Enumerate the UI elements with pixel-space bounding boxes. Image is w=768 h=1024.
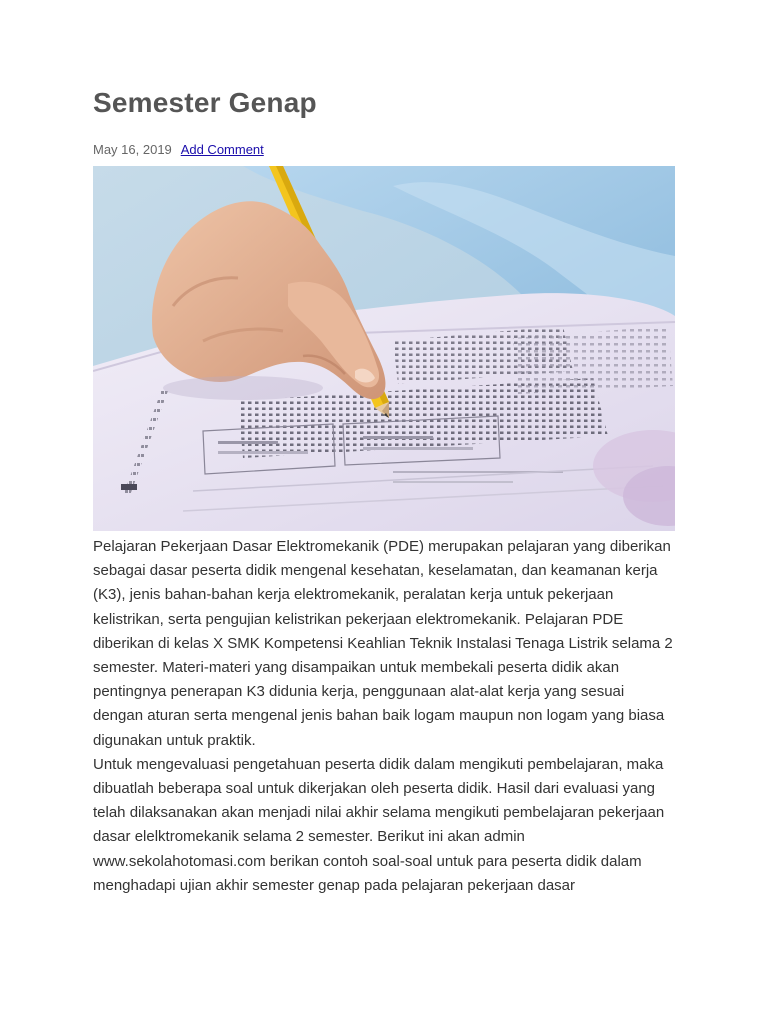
- hand-writing-exam-photo: [93, 166, 675, 531]
- article-body: [93, 535, 675, 898]
- add-comment-link[interactable]: Add Comment: [180, 142, 264, 157]
- post-meta: [93, 142, 675, 158]
- page-title: Semester Genap: [93, 87, 317, 118]
- article-paragraph-2: Untuk mengevaluasi pengetahuan peserta didik dalam mengikuti pembelajaran, maka dibuatlah beberapa soal untuk dikerjakan oleh peserta didik. Hasil dari evaluasi yang telah dilaksanakan akan menjadi nilai akhir selama mengikuti pembelajaran pekerjaan dasar elelktromekanik selama 2 semester. Berikut ini akan admin www.sekolahotomasi.com berikan contoh soal-soal untuk para peserta didik dalam menghadapi ujian akhir semester genap pada pelajaran pekerjaan dasar: [93, 755, 665, 894]
- article-paragraph-1: Pelajaran Pekerjaan Dasar Elektromekanik (PDE) merupakan pelajaran yang diberikan sebagai dasar peserta didik mengenal kesehatan, keselamatan, dan keamanan kerja (K3), jenis bahan-bahan kerja elektromekanik, peralatan kerja untuk pekerjaan kelistrikan, serta pengujian kelistrikan pekerjaan elektromekanik. Pelajaran PDE diberikan di kelas X SMK Kompetensi Keahlian Teknik Instalasi Tenaga Listrik selama 2 semester. Materi-materi yang disampaikan untuk membekali peserta didik akan pentingnya penerapan K3 didunia kerja, penggunaan alat-alat kerja yang sesuai dengan aturan serta mengenal jenis bahan baik logam maupun non logam yang biasa digunakan untuk praktik.: [93, 538, 673, 749]
- post-date: May 16, 2019: [93, 142, 172, 157]
